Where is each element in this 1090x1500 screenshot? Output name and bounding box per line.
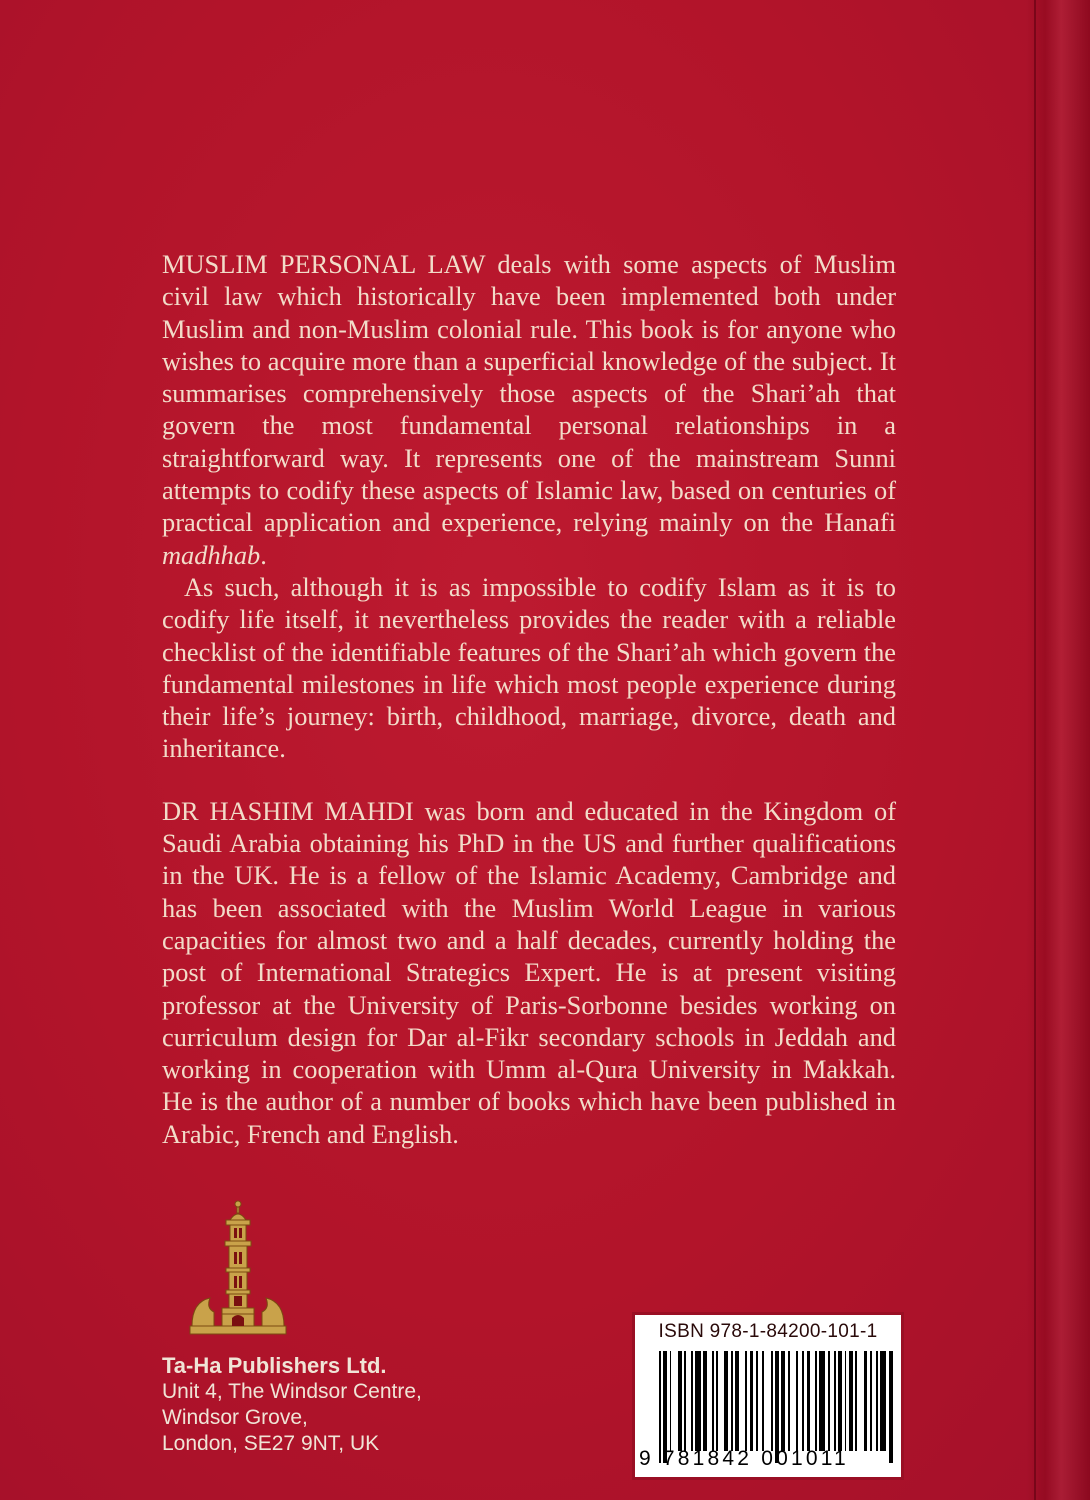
barcode-bar: [880, 1351, 886, 1451]
barcode-bar: [735, 1351, 739, 1451]
barcode-bar: [864, 1351, 868, 1451]
barcode-bar: [876, 1351, 878, 1451]
barcode-bar: [834, 1351, 836, 1451]
barcode-bar: [731, 1351, 733, 1451]
barcode-bar: [849, 1351, 853, 1451]
barcode-bar: [771, 1351, 773, 1451]
barcode-bar: [781, 1351, 785, 1451]
barcode-bar: [670, 1351, 672, 1451]
isbn-digits: 9 781842 001011: [639, 1447, 849, 1470]
barcode-bar: [691, 1351, 693, 1451]
barcode-bar: [695, 1351, 701, 1451]
publisher-address-line-1: Unit 4, The Windsor Centre,: [162, 1380, 422, 1403]
barcode-bar: [745, 1351, 747, 1451]
barcode-bar: [724, 1351, 728, 1451]
barcode-bar: [807, 1351, 811, 1451]
barcode-bar: [788, 1351, 790, 1451]
isbn-label: ISBN 978-1-84200-101-1: [658, 1321, 878, 1342]
barcode-bar: [815, 1351, 817, 1451]
barcode-bar: [678, 1351, 682, 1451]
publisher-address-line-3: London, SE27 9NT, UK: [162, 1432, 380, 1455]
barcode-bar: [802, 1351, 804, 1451]
barcode-bar: [712, 1351, 714, 1451]
barcode-bar: [870, 1351, 872, 1451]
publisher-name: Ta-Ha Publishers Ltd.: [162, 1353, 387, 1378]
barcode-bar: [845, 1351, 847, 1451]
publisher-address-line-2: Windsor Grove,: [162, 1406, 308, 1429]
publisher-info: [162, 1353, 422, 1457]
book-title-lead: MUSLIM PERSONAL LAW: [162, 249, 486, 279]
blurb-paragraph-2: As such, although it is as impossible to codify Islam as it is to codify life itself, it nevertheless provides the reader with a reliable checklist of the identifiable features of the Shari’ah which govern the fundamental milestones in life which most people experience during their life’s journey: birth, childhood, marriage, divorce, death and inheritance.: [162, 571, 896, 764]
barcode-bar: [838, 1351, 842, 1451]
isbn-barcode: [632, 1312, 904, 1480]
barcode-bar: [796, 1351, 798, 1451]
barcode-bar: [855, 1351, 857, 1451]
minaret-logo-icon: [182, 1198, 294, 1342]
author-bio: DR HASHIM MAHDI was born and educated in the Kingdom of Saudi Arabia obtaining his PhD in the US and further qualifications in the UK. He is a fellow of the Islamic Academy, Cambridge and has been associated with the Muslim World League in various capacities for almost two and a half decades, currently holding the post of International Strategics Expert. He is at present visiting professor at the University of Paris-Sorbonne besides working on curriculum design for Dar al-Fikr secondary schools in Jeddah and working in cooperation with Umm al-Qura University in Makkah. He is the author of a number of books which have been published in Arabic, French and English.: [162, 795, 896, 1149]
barcode-bar: [703, 1351, 707, 1451]
barcode-bar: [684, 1351, 686, 1451]
barcode-bar: [828, 1351, 830, 1451]
barcode-bar: [750, 1351, 754, 1451]
barcode-bars: [659, 1351, 891, 1451]
madhhab-term: madhhab: [162, 539, 261, 570]
spine-fold: [1034, 0, 1036, 1500]
barcode-bar: [762, 1351, 764, 1451]
barcode-bar: [716, 1351, 718, 1451]
blurb-text: [162, 248, 896, 1150]
blurb-paragraph-1-end: .: [260, 539, 267, 570]
barcode-bar: [756, 1351, 758, 1451]
blurb-paragraph-1: [162, 248, 896, 571]
barcode-bar: [819, 1351, 825, 1451]
blurb-paragraph-1-body: deals with some aspects of Muslim civil law which historically have been implemented both under Muslim and non-Muslim colonial rule. This book is for anyone who wishes to acquire more than a superficial knowledge of the subject. It summarises comprehensively those aspects of the Shari’ah that govern the most fundamental personal relationships in a straightforward way. It represents one of the mainstream Sunni attempts to codify these aspects of Islamic law, based on centuries of practical application and experience, relying mainly on the Hanafi: [162, 249, 896, 538]
